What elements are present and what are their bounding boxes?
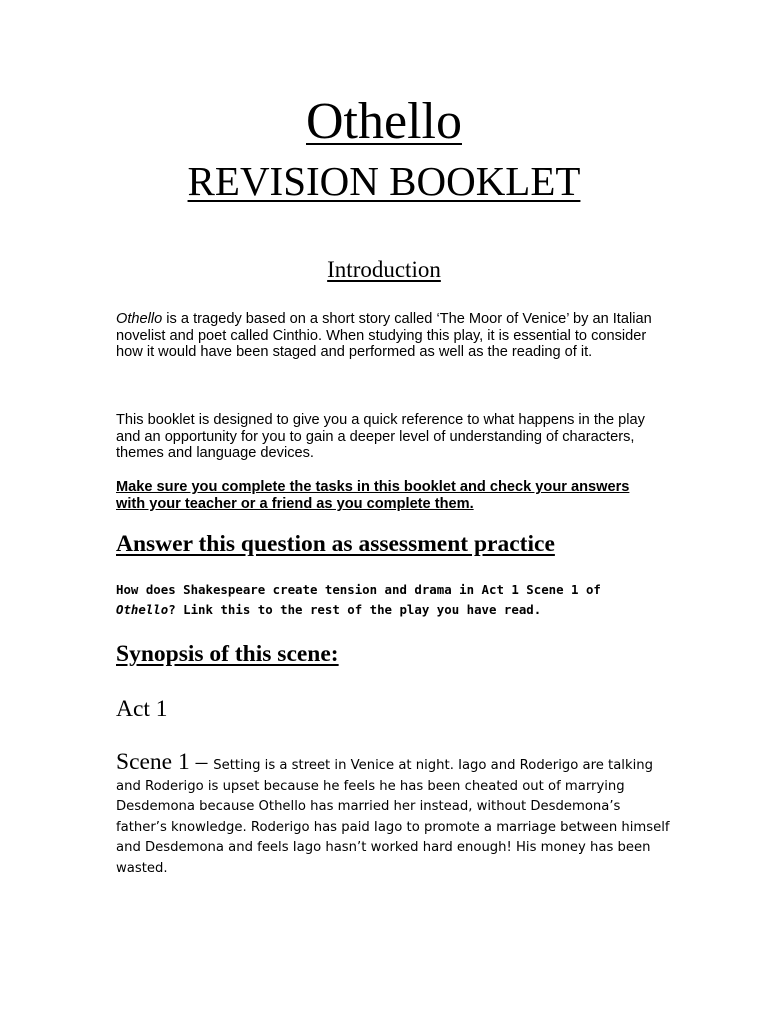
document-title [0,92,768,152]
scene-label: Scene 1 – [116,749,214,775]
introduction-heading [0,256,768,284]
introduction-paragraph-1-text: is a tragedy based on a short story called ‘The Moor of Venice’ by an Italian novelist and poet called Cinthio. When studying this play, it is essential to consider how it would have been staged and performed as well as the reading of it. [116,311,652,361]
scene-1-summary [116,749,671,880]
question-play-title: Othello [116,602,169,617]
assessment-heading: Answer this question as assessment practice [116,531,555,557]
document-subtitle [0,156,768,206]
instructions-paragraph: Make sure you complete the tasks in this booklet and check your answers with your teacher or a friend as you complete them. [116,479,630,512]
introduction-paragraph-2: This booklet is designed to give you a quick reference to what happens in the play and an opportunity for you to gain a deeper level of understanding of characters, themes and language devices. [116,412,645,462]
play-title-italic: Othello [116,311,163,327]
subtitle-text: REVISION BOOKLET [187,158,581,204]
scene-description: Setting is a street in Venice at night. Iago and Roderigo are talking and Roderigo is upset because he feels he has been cheated out of marrying Desdemona because Othello has married her instead, without Desdemona’s father’s knowledge. Roderigo has paid Iago to promote a marriage between himself and Desdemona and feels Iago hasn’t worked hard enough! His money has been wasted. [116,758,670,876]
introduction-heading-text: Introduction [327,257,441,282]
title-text: Othello [306,93,462,150]
question-text-2: ? Link this to the rest of the play you have read. [168,602,542,617]
assessment-question [116,580,656,620]
synopsis-heading: Synopsis of this scene: [116,641,339,667]
introduction-paragraph-1 [116,311,656,361]
act-label: Act 1 [116,696,168,722]
question-text-1: How does Shakespeare create tension and drama in Act 1 Scene 1 of [116,582,601,597]
